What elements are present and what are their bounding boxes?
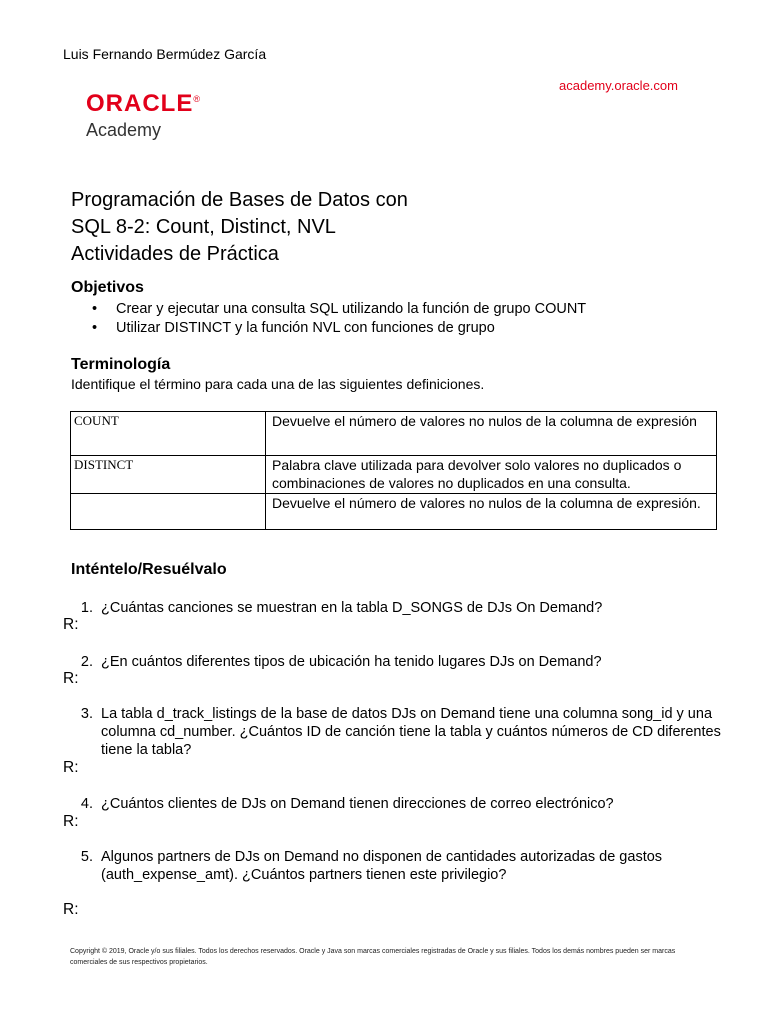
answer-label: R: <box>63 670 79 687</box>
definition-cell: Devuelve el número de valores no nulos de la columna de expresión. <box>266 494 717 530</box>
logo-wordmark-text: ORACLE <box>86 90 194 117</box>
objective-item: • Utilizar DISTINCT y la función NVL con funciones de grupo <box>92 319 586 338</box>
question-text: ¿Cuántas canciones se muestran en la tabla D_SONGS de DJs On Demand? <box>101 600 603 616</box>
logo-registered-mark: ® <box>193 94 201 104</box>
logo-subtitle: Academy <box>86 120 162 140</box>
answer-label: R: <box>63 616 79 633</box>
table-row <box>71 494 717 530</box>
table-row <box>71 456 717 494</box>
title-line-3: Actividades de Práctica <box>71 243 279 265</box>
question-item <box>63 705 721 759</box>
question-number: 2. <box>80 654 93 670</box>
question-item <box>63 848 721 884</box>
try-it-heading: Inténtelo/Resuélvalo <box>71 561 227 578</box>
question-text: ¿En cuántos diferentes tipos de ubicación ha tenido lugares DJs on Demand? <box>101 654 602 670</box>
answer-label: R: <box>63 759 79 776</box>
question-number: 3. <box>80 706 93 722</box>
question-item <box>63 653 701 671</box>
answer-label: R: <box>63 813 79 830</box>
question-text: La tabla d_track_listings de la base de datos DJs on Demand tiene una columna song_id y una columna cd_number. ¿Cuántos ID de canción tiene la tabla y cuántos números de CD diferentes tiene la tabla? <box>101 706 721 758</box>
document-title <box>71 187 408 268</box>
definition-cell: Palabra clave utilizada para devolver solo valores no duplicados o combinaciones de valores no duplicados en una consulta. <box>266 456 717 494</box>
copyright-footer: Copyright © 2019, Oracle y/o sus filiales. Todos los derechos reservados. Oracle y Java son marcas comerciales registradas de Oracle y sus filiales. Todos los demás nombres pueden ser marcas comerciales de sus respectivos propietarios. <box>70 948 676 966</box>
logo-wordmark <box>86 86 201 117</box>
title-line-2: SQL 8-2: Count, Distinct, NVL <box>71 216 336 238</box>
oracle-academy-logo <box>86 86 201 141</box>
question-item <box>63 795 701 813</box>
question-text: Algunos partners de DJs on Demand no disponen de cantidades autorizadas de gastos (auth_expense_amt). ¿Cuántos partners tienen este privilegio? <box>101 849 663 883</box>
question-text: ¿Cuántos clientes de DJs on Demand tienen direcciones de correo electrónico? <box>101 796 614 812</box>
terminology-heading: Terminología <box>71 356 171 373</box>
site-url[interactable]: academy.oracle.com <box>559 78 678 93</box>
answer-label: R: <box>63 901 79 918</box>
question-number: 5. <box>80 849 93 865</box>
table-row <box>71 412 717 456</box>
term-cell: COUNT <box>71 412 266 456</box>
definition-cell: Devuelve el número de valores no nulos de la columna de expresión <box>266 412 717 456</box>
objectives-heading: Objetivos <box>71 279 144 296</box>
terminology-table <box>70 411 717 530</box>
title-line-1: Programación de Bases de Datos con <box>71 189 408 211</box>
author-name: Luis Fernando Bermúdez García <box>63 46 267 62</box>
objective-item: • Crear y ejecutar una consulta SQL utilizando la función de grupo COUNT <box>92 300 586 319</box>
objectives-list <box>92 300 586 338</box>
term-cell: DISTINCT <box>71 456 266 494</box>
question-number: 1. <box>80 600 93 616</box>
term-cell <box>71 494 266 530</box>
question-number: 4. <box>80 796 93 812</box>
terminology-intro: Identifique el término para cada una de las siguientes definiciones. <box>71 376 485 392</box>
question-item <box>63 599 701 617</box>
